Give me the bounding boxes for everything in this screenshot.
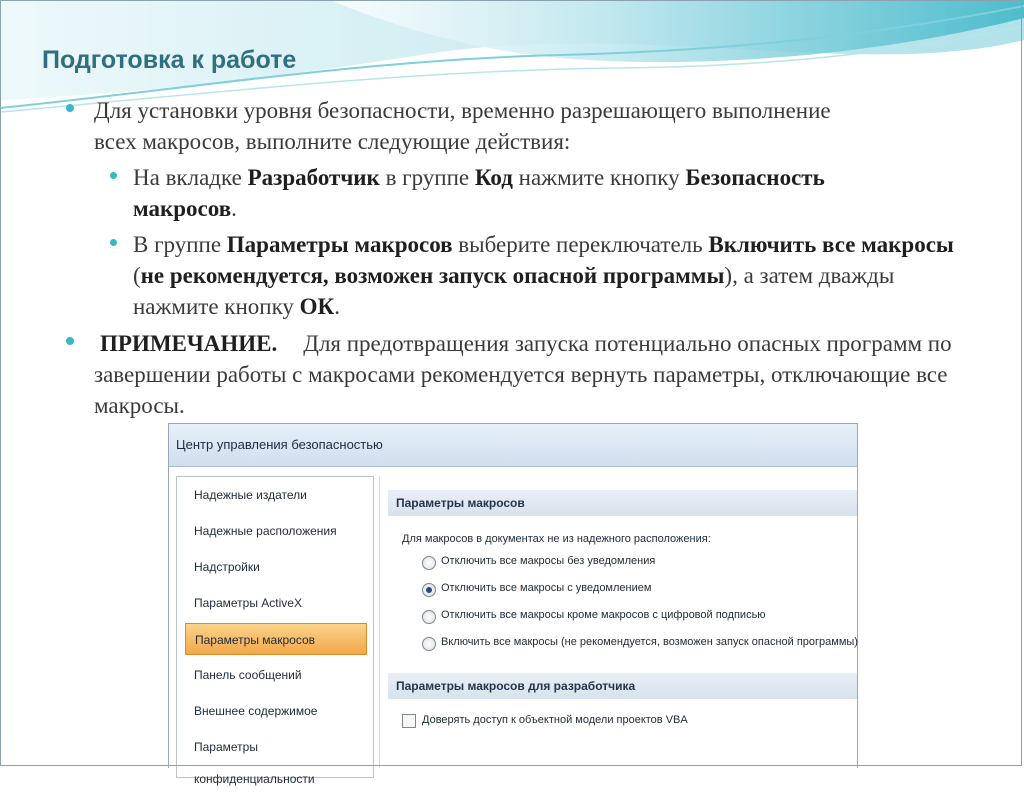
nav-item-trusted-locations[interactable]: Надежные расположения — [194, 524, 337, 538]
radio-button[interactable] — [422, 610, 436, 624]
nav-item-activex[interactable]: Параметры ActiveX — [194, 596, 302, 610]
radio-button[interactable] — [422, 637, 436, 651]
sub-bullet-developer-tab: На вкладке Разработчик в группе Код нажмите кнопку Безопасность макросов. — [133, 165, 825, 221]
note-text: Для предотвращения запуска потенциально опасных программ по завершении работы с макросами рекомендуется вернуть параметры, отключающие все макросы. — [94, 331, 952, 418]
bullet-dot — [66, 104, 74, 112]
nav-item-macro-settings[interactable]: Параметры макросов — [185, 623, 367, 655]
nav-item-privacy-options[interactable]: Параметры конфиденциальности — [194, 740, 315, 786]
dialog-nav-panel — [176, 476, 374, 786]
macro-prompt: Для макросов в документах не из надежного расположения: — [402, 533, 711, 545]
sub-bullet-dot — [110, 239, 117, 246]
radio-button[interactable] — [422, 556, 436, 570]
note-label: ПРИМЕЧАНИЕ. — [100, 331, 278, 356]
nav-item-addins[interactable]: Надстройки — [194, 560, 260, 574]
vba-trust-checkbox[interactable] — [402, 714, 416, 728]
sub-bullet-dot — [110, 172, 117, 179]
bullet-note — [94, 328, 974, 421]
dialog-main-panel: Параметры макросов Для макросов в документах не из надежного расположения: Отключить все макросы без уведомления Отключить все макросы с уведомлением Отключить все макросы кроме макросов с цифровой подписью Включить все макросы (не рекомендуется, возможен запуск опасной программы) Параметры макросов для разработчика Доверять доступ к объектной модели проектов VBA — [379, 476, 857, 768]
slide-title: Подготовка к работе — [42, 46, 297, 74]
macro-settings-header: Параметры макросов — [388, 490, 857, 516]
bullet-security-level: Для установки уровня безопасности, временно разрешающего выполнение всех макросов, выполните следующие действия: — [94, 98, 831, 154]
nav-item-external-content[interactable]: Внешнее содержимое — [194, 704, 318, 718]
vba-trust-label: Доверять доступ к объектной модели проектов VBA — [422, 714, 688, 726]
nav-item-trusted-publishers[interactable]: Надежные издатели — [194, 488, 307, 502]
dialog-title: Центр управления безопасностью — [176, 437, 383, 452]
dialog-titlebar — [169, 424, 857, 467]
nav-item-message-bar[interactable]: Панель сообщений — [194, 668, 302, 682]
trust-center-dialog — [168, 423, 858, 786]
sub-bullet-macro-params: В группе Параметры макросов выберите переключатель Включить все макросы (не рекомендуется, возможен запуск опасной программы), а затем дважды нажмите кнопку ОК. — [133, 232, 954, 319]
radio-button-checked[interactable] — [422, 583, 436, 597]
developer-macro-settings-header: Параметры макросов для разработчика — [388, 673, 857, 699]
bullet-dot — [66, 337, 74, 345]
